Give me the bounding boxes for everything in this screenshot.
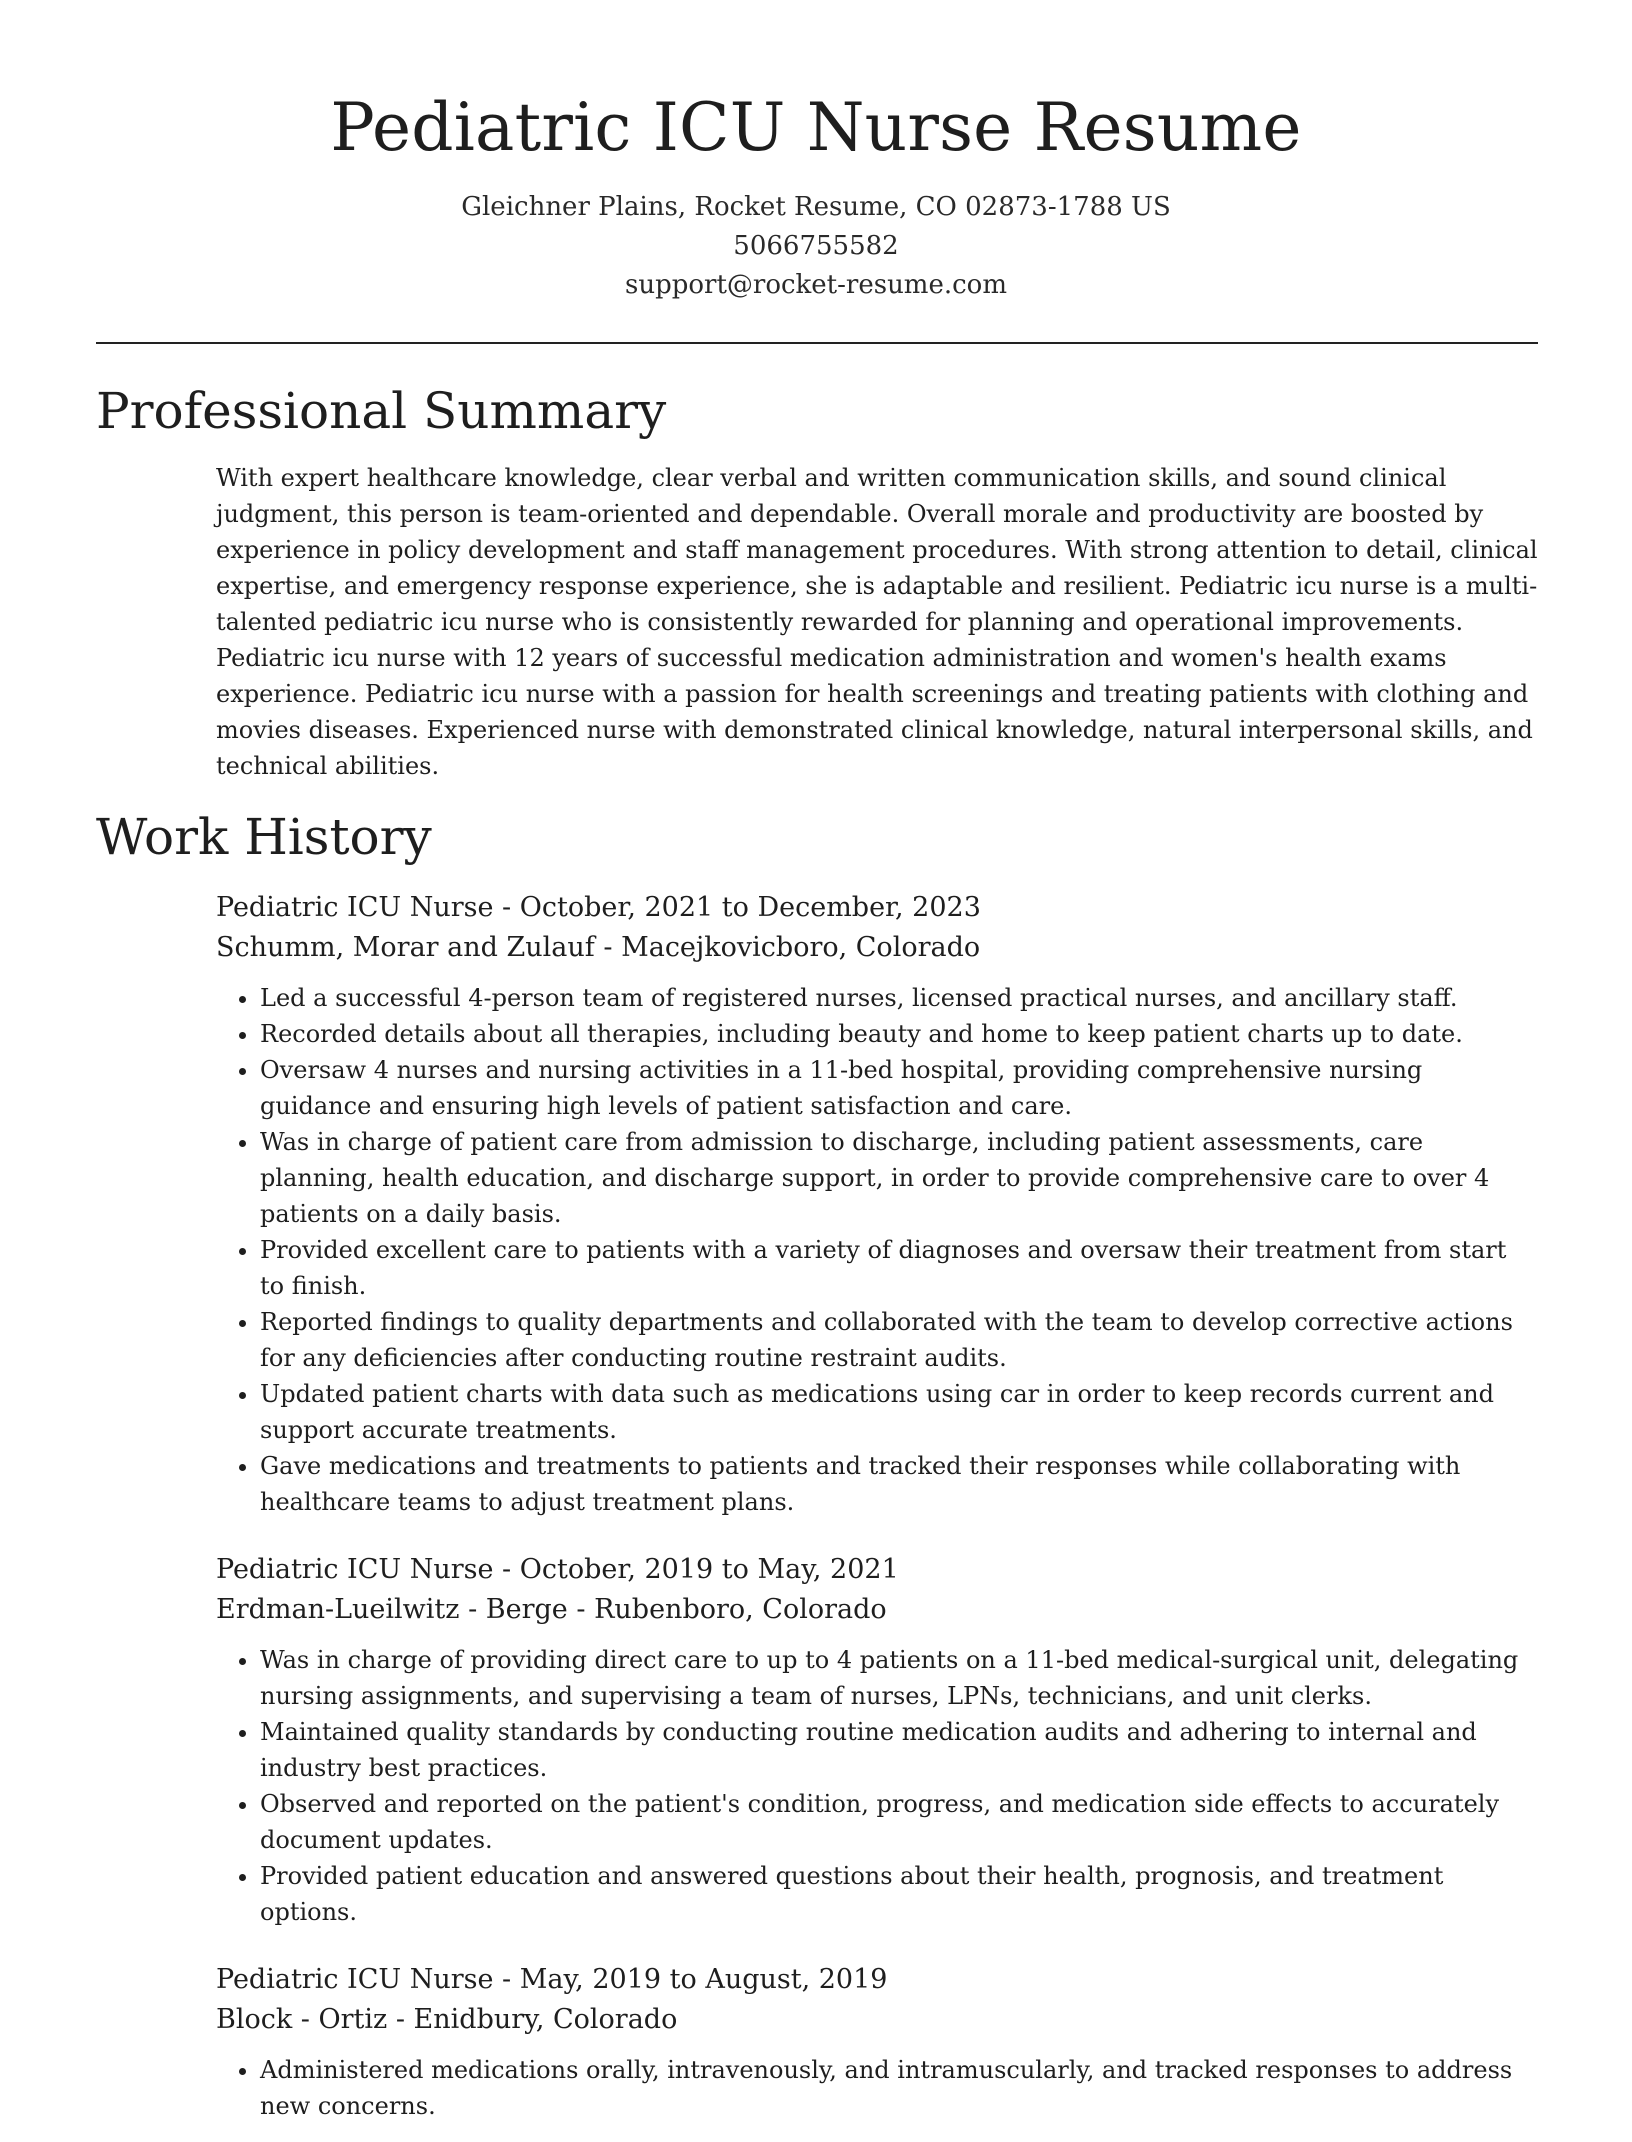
header-divider <box>96 342 1538 344</box>
contact-block <box>0 188 1632 305</box>
job-bullet: • Maintained quality standards by conducting routine medication audits and adhering to internal and industry best practices. <box>260 1714 1538 1786</box>
job-dates: - October, 2019 to May, 2021 <box>493 1554 899 1585</box>
summary-section <box>96 380 1538 784</box>
job-bullet: • Recorded details about all therapies, including beauty and home to keep patient charts up to date. <box>260 1016 1538 1052</box>
job-title: Pediatric ICU Nurse <box>216 1554 494 1585</box>
jobs-list <box>216 888 1538 2124</box>
job-dates: - October, 2021 to December, 2023 <box>493 892 981 923</box>
job-entry <box>216 1960 1538 2124</box>
job-bullet: • Gave medications and treatments to patients and tracked their responses while collaborating with healthcare teams to adjust treatment plans. <box>260 1448 1538 1520</box>
job-bullet: • Administered medications orally, intravenously, and intramuscularly, and tracked responses to address new concerns. <box>260 2052 1538 2124</box>
job-bullet: • Oversaw 4 nurses and nursing activities in a 11-bed hospital, providing comprehensive nursing guidance and ensuring high levels of patient satisfaction and care. <box>260 1052 1538 1124</box>
job-title: Pediatric ICU Nurse <box>216 1964 494 1995</box>
job-bullet: • Was in charge of providing direct care to up to 4 patients on a 11-bed medical-surgical unit, delegating nursing assignments, and supervising a team of nurses, LPNs, technicians, and unit clerks. <box>260 1642 1538 1714</box>
job-bullet: • Was in charge of patient care from admission to discharge, including patient assessments, care planning, health education, and discharge support, in order to provide comprehensive care to over 4 patients on a daily basis. <box>260 1124 1538 1232</box>
job-location: - Enidbury, Colorado <box>387 2004 678 2035</box>
job-dates: - May, 2019 to August, 2019 <box>493 1964 888 1995</box>
job-bullet: • Provided excellent care to patients with a variety of diagnoses and oversaw their treatment from start to finish. <box>260 1232 1538 1304</box>
work-history-heading: Work History <box>96 808 432 866</box>
job-bullet: • Observed and reported on the patient's condition, progress, and medication side effects to accurately document updates. <box>260 1786 1538 1858</box>
job-title-line <box>216 1550 1538 1590</box>
job-title-line <box>216 1960 1538 2000</box>
job-company-line <box>216 928 1538 968</box>
job-bullet: • Provided patient education and answered questions about their health, prognosis, and treatment options. <box>260 1858 1538 1930</box>
summary-heading: Professional Summary <box>96 382 667 440</box>
job-company: Schumm, Morar and Zulauf <box>216 932 595 963</box>
work-history-section <box>96 806 1538 2142</box>
job-bullet: • Updated patient charts with data such as medications using car in order to keep records current and support accurate treatments. <box>260 1376 1538 1448</box>
contact-phone: 5066755582 <box>733 231 899 261</box>
contact-address: Gleichner Plains, Rocket Resume, CO 02873-1788 US <box>461 192 1171 222</box>
job-company: Block - Ortiz <box>216 2004 388 2035</box>
summary-text: With expert healthcare knowledge, clear verbal and written communication skills, and sound clinical judgment, this person is team-oriented and dependable. Overall morale and productivity are boosted by experience in policy development and staff management procedures. With strong attention to detail, clinical expertise, and emergency response experience, she is adaptable and resilient. Pediatric icu nurse is a multi-talented pediatric icu nurse who is consistently rewarded for planning and operational improvements. Pediatric icu nurse with 12 years of successful medication administration and women's health exams experience. Pediatric icu nurse with a passion for health screenings and treating patients with clothing and movies diseases. Experienced nurse with demonstrated clinical knowledge, natural interpersonal skills, and technical abilities. <box>216 464 1538 780</box>
job-entry <box>216 1550 1538 1930</box>
resume-title: Pediatric ICU Nurse Resume <box>330 89 1302 166</box>
job-bullets <box>216 980 1538 1520</box>
job-title-line <box>216 888 1538 928</box>
job-title: Pediatric ICU Nurse <box>216 892 494 923</box>
job-bullet: • Led a successful 4-person team of registered nurses, licensed practical nurses, and ancillary staff. <box>260 980 1538 1016</box>
contact-email: support@rocket-resume.com <box>624 270 1007 300</box>
job-bullets <box>216 1642 1538 1930</box>
job-company-line <box>216 1590 1538 1630</box>
resume-header <box>0 0 1632 305</box>
job-bullet: • Reported findings to quality departments and collaborated with the team to develop corrective actions for any deficiencies after conducting routine restraint audits. <box>260 1304 1538 1376</box>
job-company-line <box>216 2000 1538 2040</box>
job-bullets <box>216 2052 1538 2124</box>
summary-body <box>216 460 1538 784</box>
job-entry <box>216 888 1538 1520</box>
job-location: - Macejkovicboro, Colorado <box>594 932 981 963</box>
job-location: - Rubenboro, Colorado <box>567 1594 887 1625</box>
job-company: Erdman-Lueilwitz - Berge <box>216 1594 568 1625</box>
